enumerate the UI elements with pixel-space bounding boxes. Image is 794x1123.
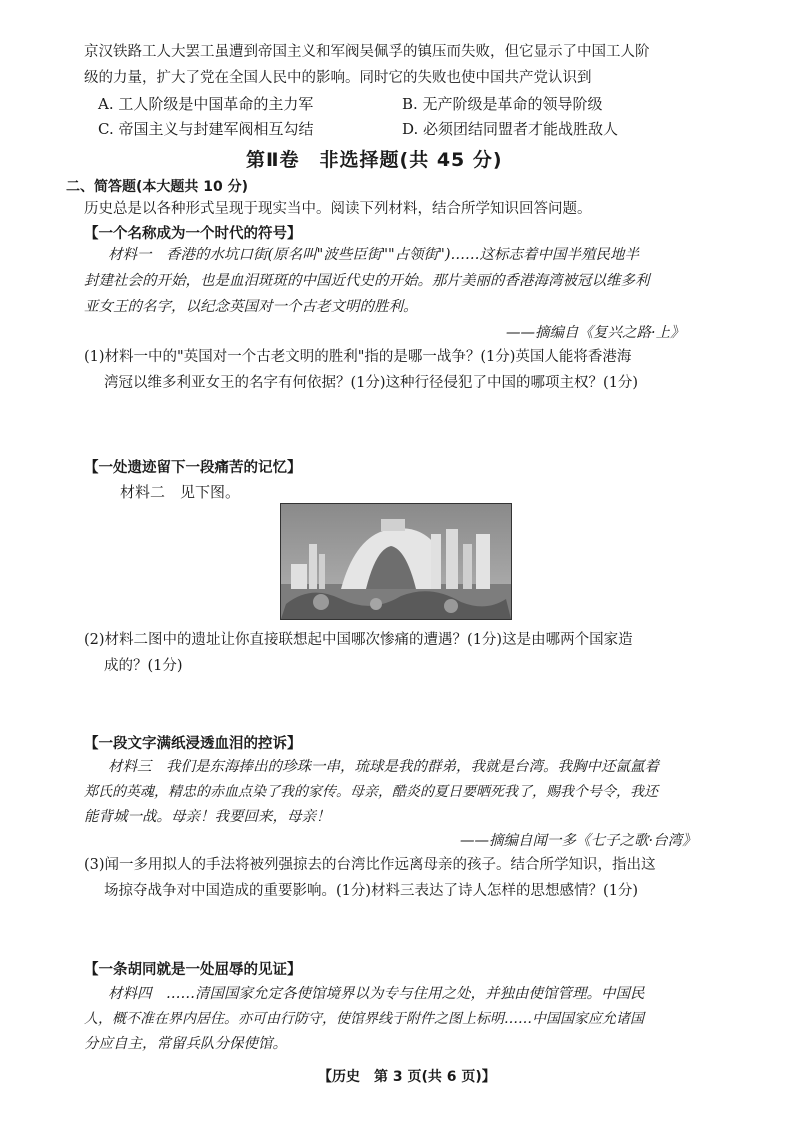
material-line: 郑氏的英魂，精忠的赤血点染了我的家传。母亲，酷炎的夏日要晒死我了，赐我个号令，我还: [84, 784, 658, 800]
question-text-line: 级的力量，扩大了党在全国人民中的影响。同时它的失败也使中国共产党认识到: [84, 70, 592, 86]
material-line: 人，概不准在界内居住。亦可由行防守，使馆界线于附件之图上标明……中国国家应允诸国: [84, 1011, 644, 1027]
option-c: C. 帝国主义与封建军阀相互勾结: [98, 120, 314, 138]
material-line: 能背城一战。母亲！我要回来，母亲！: [84, 809, 331, 825]
material-line: 材料三 我们是东海捧出的珍珠一串，琉球是我的群弟，我就是台湾。我胸中还氤氲着: [108, 759, 659, 775]
page-footer: 【历史 第 3 页(共 6 页)】: [318, 1069, 496, 1085]
section-heading: 二、简答题(本大题共 10 分): [66, 179, 249, 195]
question-text-line: 京汉铁路工人大罢工虽遭到帝国主义和军阀吴佩孚的镇压而失败，但它显示了中国工人阶: [84, 44, 650, 60]
block2-title: 【一处遗迹留下一段痛苦的记忆】: [84, 460, 302, 476]
block3-title: 【一段文字满纸浸透血泪的控诉】: [84, 736, 302, 752]
question-line: 湾冠以维多利亚女王的名字有何依据？(1分)这种行径侵犯了中国的哪项主权？(1分): [104, 375, 639, 391]
question-line: 成的？(1分): [104, 658, 183, 674]
block4-title: 【一条胡同就是一处屈辱的见证】: [84, 962, 302, 978]
material-line: 亚女王的名字，以纪念英国对一个古老文明的胜利。: [84, 299, 418, 315]
block1-title: 【一个名称成为一个时代的符号】: [84, 226, 302, 242]
material-line: 分应自主，常留兵队分保使馆。: [84, 1036, 287, 1052]
material-line: 材料一 香港的水坑口街(原名叫"波些臣街""占领街")……这标志着中国半殖民地半: [108, 247, 639, 263]
section-intro: 历史总是以各种形式呈现于现实当中。阅读下列材料，结合所学知识回答问题。: [84, 201, 592, 217]
question-line: (2)材料二图中的遗址让你直接联想起中国哪次惨痛的遭遇？(1分)这是由哪两个国家造: [84, 632, 633, 648]
option-d: D. 必须团结同盟者才能战胜敌人: [402, 120, 619, 138]
part-title: 第Ⅱ卷 非选择题(共 45 分): [246, 149, 503, 171]
material-line: 材料二 见下图。: [120, 483, 241, 501]
material-source: ——摘编自闻一多《七子之歌·台湾》: [460, 833, 697, 849]
material-source: ——摘编自《复兴之路·上》: [506, 325, 685, 341]
question-line: (1)材料一中的"英国对一个古老文明的胜利"指的是哪一战争？(1分)英国人能将香港海: [84, 349, 632, 365]
ruins-image: [281, 504, 511, 619]
option-a: A. 工人阶级是中国革命的主力军: [98, 95, 314, 113]
question-line: 场掠夺战争对中国造成的重要影响。(1分)材料三表达了诗人怎样的思想感情？(1分): [104, 883, 639, 899]
ruins-photo: [280, 503, 512, 620]
option-b: B. 无产阶级是革命的领导阶级: [402, 95, 603, 113]
question-line: (3)闻一多用拟人的手法将被列强掠去的台湾比作远离母亲的孩子。结合所学知识，指出这: [84, 857, 656, 873]
material-line: 封建社会的开始，也是血泪斑斑的中国近代史的开始。那片美丽的香港海湾被冠以维多利: [84, 273, 650, 289]
material-line: 材料四 ……清国国家允定各使馆境界以为专与住用之处，并独由使馆管理。中国民: [108, 986, 645, 1002]
